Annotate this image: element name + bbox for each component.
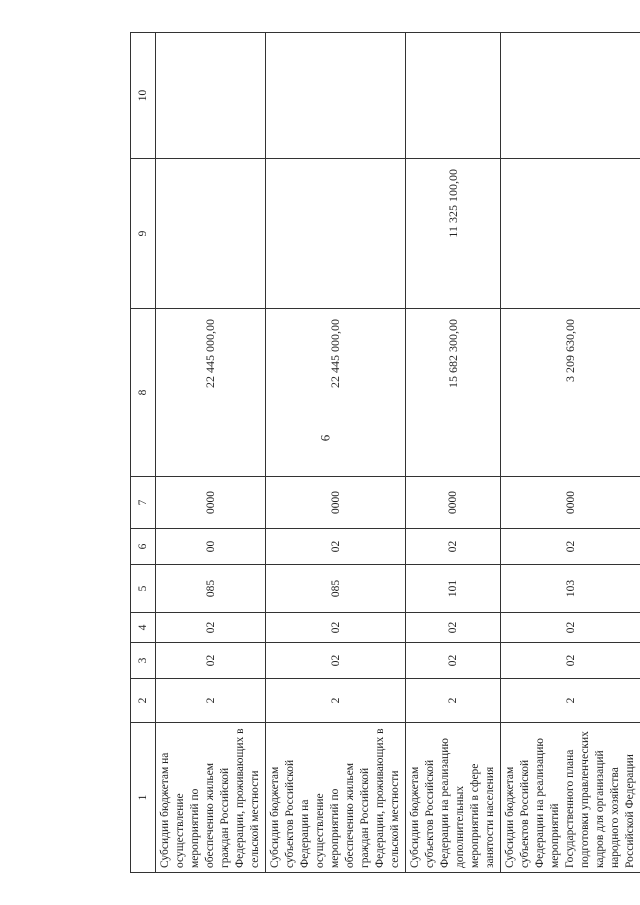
cell: 02 — [156, 642, 266, 678]
cell: 085 — [266, 564, 406, 612]
budget-table — [130, 32, 640, 873]
cell: 101 — [406, 564, 501, 612]
cell: 2 — [156, 678, 266, 722]
cell: 0000 — [156, 476, 266, 528]
row-name: Субсидии бюджетам субъектов Российской Федерации на реализацию дополнительных мероприятий в сфере занятости населения — [406, 722, 501, 872]
row-name: Субсидии бюджетам на осуществление мероприятий по обеспечению жильем граждан Российской Федерации, проживающих в сельской местности — [156, 722, 266, 872]
row-name: Субсидии бюджетам субъектов Российской Федерации на реализацию мероприятий Государственного плана подготовки управленческих кадров для организаций народного хозяйства Российской Федерации — [501, 722, 640, 872]
table-row — [406, 32, 501, 872]
cell: 02 — [266, 528, 406, 564]
row-name: Субсидии бюджетам субъектов Российской Федерации на осуществление мероприятий по обеспечению жильем граждан Российской Федерации, проживающих в сельской местности — [266, 722, 406, 872]
table-row — [501, 32, 640, 872]
table-row — [156, 32, 266, 872]
amount-cell: 11 325 100,00 — [406, 158, 501, 308]
column-header: 7 — [131, 476, 156, 528]
page-number: 6 — [317, 434, 333, 442]
cell: 103 — [501, 564, 640, 612]
rotated-sheet — [130, 33, 636, 873]
amount-cell — [501, 32, 640, 158]
cell: 02 — [406, 642, 501, 678]
cell: 0000 — [501, 476, 640, 528]
column-header: 4 — [131, 612, 156, 642]
header-row — [131, 32, 156, 872]
cell: 2 — [266, 678, 406, 722]
column-header: 1 — [131, 722, 156, 872]
table-row — [266, 32, 406, 872]
amount-cell: 22 445 000,00 — [156, 308, 266, 476]
column-header: 9 — [131, 158, 156, 308]
cell: 0000 — [406, 476, 501, 528]
cell: 085 — [156, 564, 266, 612]
column-header: 8 — [131, 308, 156, 476]
amount-cell — [406, 32, 501, 158]
cell: 02 — [266, 612, 406, 642]
amount-cell: 22 445 000,00 — [266, 308, 406, 476]
amount-cell — [156, 158, 266, 308]
cell: 2 — [501, 678, 640, 722]
column-header: 6 — [131, 528, 156, 564]
cell: 02 — [501, 612, 640, 642]
cell: 02 — [266, 642, 406, 678]
cell: 00 — [156, 528, 266, 564]
cell: 02 — [406, 612, 501, 642]
amount-cell — [501, 158, 640, 308]
amount-cell — [266, 158, 406, 308]
column-header: 5 — [131, 564, 156, 612]
amount-cell — [266, 32, 406, 158]
cell: 2 — [406, 678, 501, 722]
amount-cell: 15 682 300,00 — [406, 308, 501, 476]
cell: 02 — [501, 528, 640, 564]
cell: 0000 — [266, 476, 406, 528]
cell: 02 — [156, 612, 266, 642]
amount-cell — [156, 32, 266, 158]
column-header: 3 — [131, 642, 156, 678]
column-header: 2 — [131, 678, 156, 722]
amount-cell: 3 209 630,00 — [501, 308, 640, 476]
column-header: 10 — [131, 32, 156, 158]
cell: 02 — [406, 528, 501, 564]
cell: 02 — [501, 642, 640, 678]
